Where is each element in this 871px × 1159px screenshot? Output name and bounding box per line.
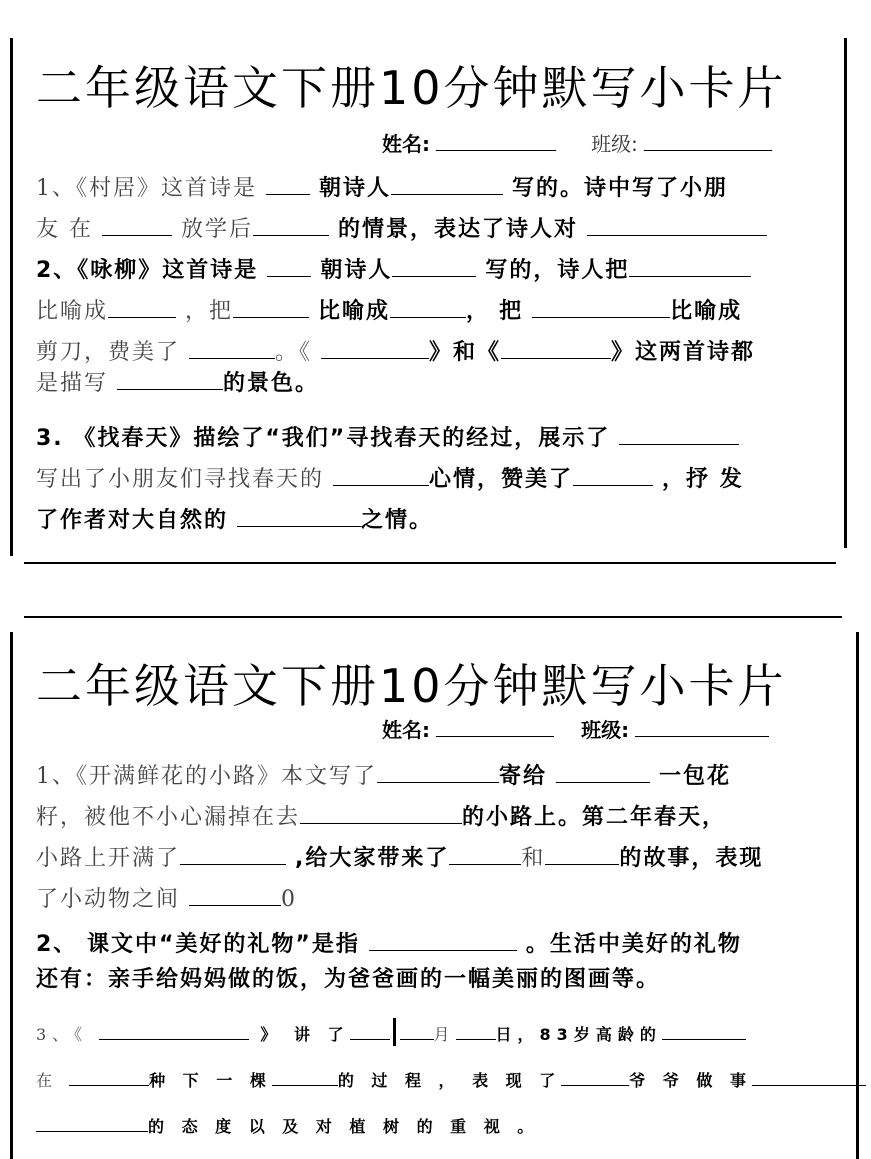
q1-text: 1、《开满鲜花的小路》本文写了	[36, 764, 377, 789]
q2-text: 。《	[275, 340, 313, 365]
answer-blank[interactable]	[390, 295, 466, 318]
answer-blank[interactable]	[369, 928, 517, 951]
answer-blank[interactable]	[233, 295, 309, 318]
q1-text: 写的。诗中写了小朋	[512, 176, 729, 201]
q2-text: 比喻成	[670, 299, 743, 324]
answer-blank[interactable]	[180, 842, 286, 865]
name-label: 姓名:	[382, 718, 430, 742]
answer-blank[interactable]	[189, 883, 281, 906]
q2-text: 的景色。	[223, 371, 320, 396]
q3-text: 爷 爷 做 事	[629, 1071, 752, 1090]
answer-blank[interactable]	[108, 295, 176, 318]
q1-text: 寄给	[499, 764, 548, 789]
q2-text: ，把	[185, 299, 234, 324]
answer-blank[interactable]	[501, 336, 611, 359]
q2-text: 2、《咏柳》这首诗是	[36, 258, 259, 283]
answer-blank[interactable]	[392, 254, 476, 277]
q3-text: ，抒 发	[662, 467, 744, 492]
name-class-row	[382, 128, 772, 157]
q3-text: 》 讲 了	[260, 1025, 350, 1044]
answer-blank[interactable]	[752, 1069, 866, 1086]
q2-text: 写的，诗人把	[485, 258, 630, 283]
class-label: 班级:	[581, 718, 630, 742]
answer-blank[interactable]	[253, 213, 329, 236]
q2-text: 朝诗人	[320, 258, 393, 283]
answer-blank[interactable]	[99, 1023, 249, 1040]
q3-text: 日，83岁高龄的	[495, 1025, 662, 1044]
q2-text: 还有：亲手给妈妈做的饭，为爸爸画的一幅美丽的图画等。	[36, 967, 661, 992]
name-blank[interactable]	[436, 716, 554, 737]
answer-blank[interactable]	[321, 336, 429, 359]
answer-blank[interactable]	[272, 1069, 338, 1086]
answer-blank[interactable]	[333, 463, 429, 486]
answer-blank[interactable]	[545, 842, 619, 865]
q2-text: 是描写	[36, 371, 109, 396]
answer-blank[interactable]	[629, 254, 751, 277]
class-blank[interactable]	[635, 716, 769, 737]
answer-blank[interactable]	[556, 760, 650, 783]
question-2	[36, 250, 844, 404]
q1-text: 0	[281, 887, 298, 912]
q2-text: 比喻成	[36, 299, 109, 324]
q1-text: 友 在	[36, 217, 93, 242]
q1-text: 的故事，表现	[619, 846, 764, 871]
q2-text: 剪刀，费美了	[36, 340, 181, 365]
answer-blank[interactable]	[237, 504, 361, 527]
right-border	[844, 38, 847, 548]
answer-blank[interactable]	[662, 1023, 746, 1040]
q1-text: 的小路上。第二年春天，	[462, 805, 727, 830]
q1-text: 的情景，表达了诗人对	[338, 217, 579, 242]
name-class-row	[382, 714, 769, 743]
q1-text: 一包花	[659, 764, 732, 789]
q3-text: 写出了小朋友们寻找春天的	[36, 467, 325, 492]
q2-text: 》和《	[429, 340, 502, 365]
q3-text: 的 过 程 ， 表 现 了	[337, 1071, 562, 1090]
q2-text: ，	[466, 299, 491, 324]
answer-blank[interactable]	[573, 463, 653, 486]
q3-text: 3. 《找春天》描绘了“我们”寻找春天的经过，展示了	[36, 426, 611, 451]
q1-text: 了小动物之间	[36, 887, 181, 912]
answer-blank[interactable]	[449, 842, 521, 865]
name-label: 姓名:	[382, 132, 430, 156]
question-3	[36, 418, 844, 541]
q3-text: 3、《	[36, 1025, 89, 1044]
answer-blank[interactable]	[300, 801, 462, 824]
answer-blank[interactable]	[69, 1069, 149, 1086]
answer-blank[interactable]	[619, 422, 739, 445]
answer-blank[interactable]	[456, 1023, 496, 1040]
answer-blank[interactable]	[587, 213, 767, 236]
answer-blank[interactable]	[266, 172, 310, 195]
answer-blank[interactable]	[400, 1023, 434, 1040]
q3-text: 之情。	[361, 508, 434, 533]
q2-text: 》这两首诗都	[611, 340, 756, 365]
q2-text: 比喻成	[318, 299, 391, 324]
bottom-rule	[24, 562, 836, 564]
answer-blank[interactable]	[532, 295, 670, 318]
q1-text: 和	[521, 846, 546, 871]
q1-text: ,给大家带来了	[295, 846, 450, 871]
question-3	[36, 1012, 844, 1150]
answer-blank[interactable]	[117, 367, 223, 390]
q3-text: 心情，赞美了	[429, 467, 574, 492]
q3-text: 的 态 度 以 及 对 植 树 的 重 视 。	[148, 1117, 540, 1136]
q3-text: 在	[36, 1071, 59, 1090]
question-2	[36, 924, 844, 1000]
class-blank[interactable]	[644, 130, 772, 151]
dictation-card-1	[0, 0, 871, 570]
card-title: 二年级语文下册10分钟默写小卡片	[36, 659, 787, 713]
left-border	[10, 38, 13, 556]
answer-blank[interactable]	[102, 213, 172, 236]
q1-text: 放学后	[181, 217, 254, 242]
q3-text: 种 下 一 棵	[149, 1071, 272, 1090]
left-border	[10, 632, 13, 1159]
q3-text: 月	[433, 1025, 456, 1044]
dictation-card-2	[0, 610, 871, 1159]
q1-text: 小路上开满了	[36, 846, 181, 871]
card-title: 二年级语文下册10分钟默写小卡片	[36, 61, 787, 115]
q1-text: 朝诗人	[319, 176, 392, 201]
answer-blank[interactable]	[561, 1069, 629, 1086]
answer-blank[interactable]	[391, 172, 503, 195]
answer-blank[interactable]	[350, 1023, 390, 1040]
q2-text: 把	[499, 299, 524, 324]
top-rule	[24, 616, 842, 618]
class-label: 班级:	[591, 132, 638, 156]
q3-text: 了作者对大自然的	[36, 508, 229, 533]
question-1	[36, 756, 844, 920]
answer-blank[interactable]	[267, 254, 311, 277]
name-blank[interactable]	[436, 130, 556, 151]
question-1	[36, 168, 844, 250]
q2-text: 。生活中美好的礼物	[525, 932, 742, 957]
answer-blank[interactable]	[36, 1115, 148, 1132]
q1-text: 1、《村居》这首诗是	[36, 176, 257, 201]
q1-text: 籽，被他不小心漏掉在去	[36, 805, 301, 830]
handwritten-mark-icon	[390, 1018, 400, 1046]
answer-blank[interactable]	[189, 336, 275, 359]
q2-text: 2、 课文中“美好的礼物”是指	[36, 932, 360, 957]
answer-blank[interactable]	[377, 760, 499, 783]
